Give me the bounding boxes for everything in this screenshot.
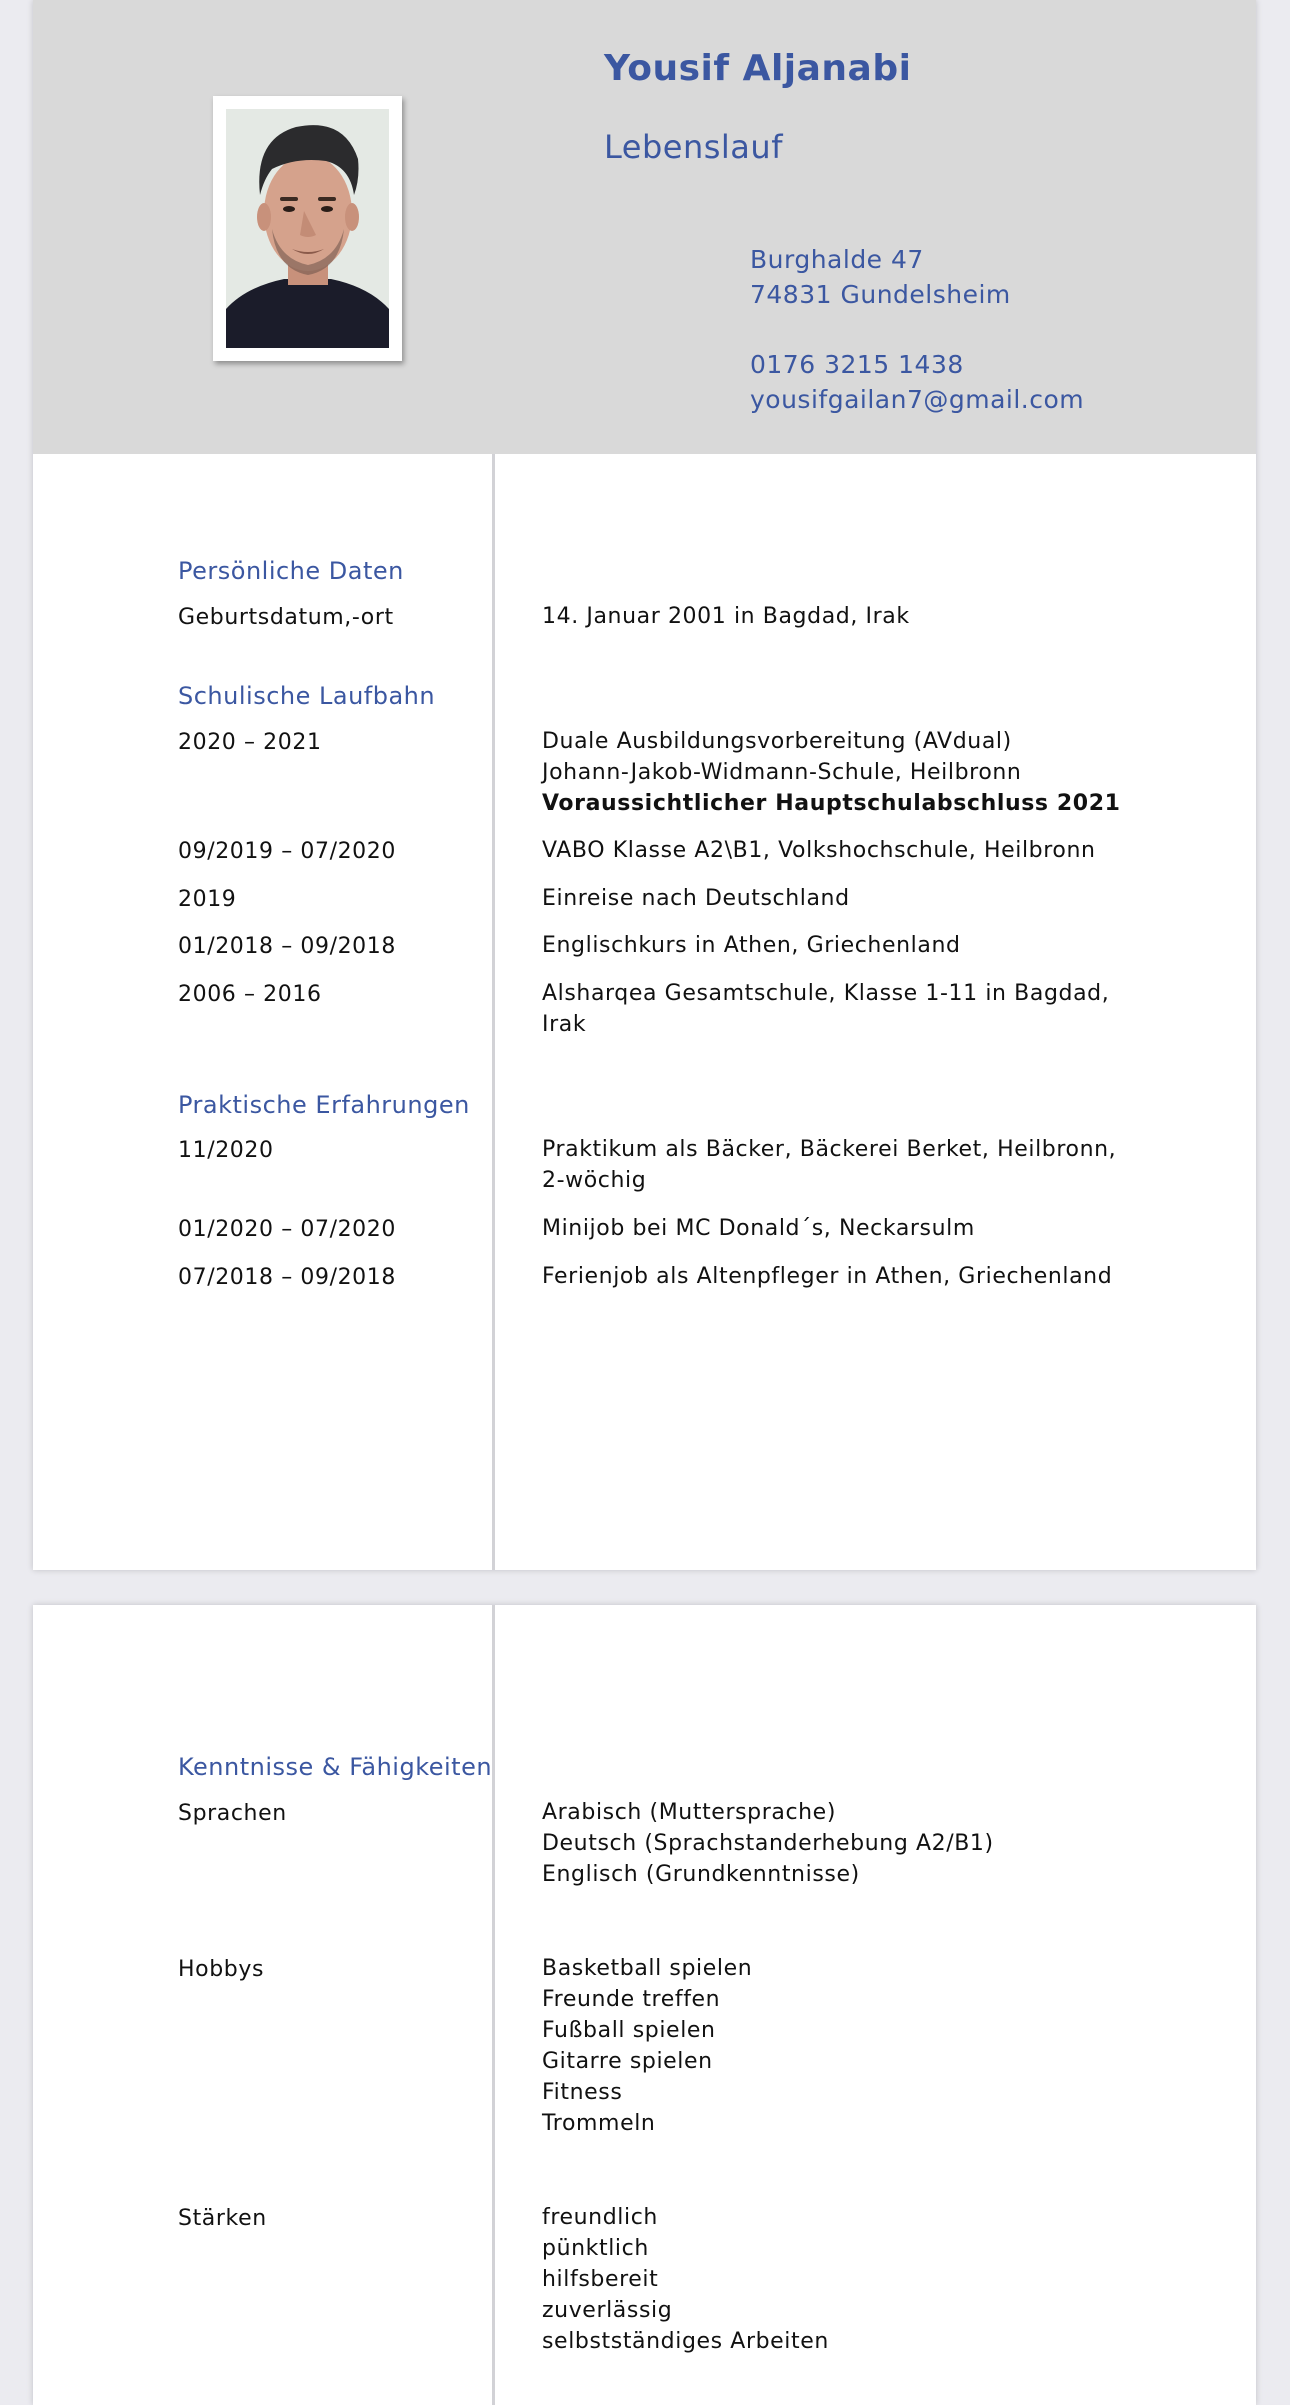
school-line: Duale Ausbildungsvorbereitung (AVdual) <box>542 729 1012 754</box>
list-item: pünktlich <box>542 2236 649 2261</box>
cv-page-2 <box>33 1605 1256 2405</box>
experience-entry <box>542 1213 975 1244</box>
school-line: Johann-Jakob-Widmann-Schule, Heilbronn <box>542 760 1022 785</box>
experience-date: 01/2020 – 07/2020 <box>178 1217 396 1242</box>
school-date: 09/2019 – 07/2020 <box>178 839 396 864</box>
school-line: Alsharqea Gesamtschule, Klasse 1-11 in Bagdad, <box>542 981 1110 1006</box>
portrait-illustration <box>226 109 389 348</box>
birth-value: 14. Januar 2001 in Bagdad, Irak <box>542 604 910 629</box>
profile-photo <box>213 96 402 361</box>
school-date: 01/2018 – 09/2018 <box>178 934 396 959</box>
section-title-skills: Kenntnisse & Fähigkeiten <box>178 1753 493 1781</box>
list-item: zuverlässig <box>542 2298 673 2323</box>
list-item: selbstständiges Arbeiten <box>542 2329 829 2354</box>
school-entry <box>542 835 1096 866</box>
school-date: 2019 <box>178 887 237 912</box>
expected-qualification: Voraussichtlicher Hauptschulabschluss 2021 <box>542 791 1121 816</box>
list-item: Deutsch (Sprachstanderhebung A2/B1) <box>542 1831 994 1856</box>
skills-label-strengths: Stärken <box>178 2206 267 2231</box>
address-city: 74831 Gundelsheim <box>750 280 1011 309</box>
candidate-name: Yousif Aljanabi <box>604 48 912 89</box>
skills-label-hobbies: Hobbys <box>178 1957 265 1982</box>
section-title-experience: Praktische Erfahrungen <box>178 1091 470 1119</box>
school-entry <box>542 930 961 961</box>
school-line: VABO Klasse A2\B1, Volkshochschule, Heilbronn <box>542 838 1096 863</box>
school-line: Irak <box>542 1012 587 1037</box>
experience-date: 07/2018 – 09/2018 <box>178 1265 396 1290</box>
school-line: Englischkurs in Athen, Griechenland <box>542 933 961 958</box>
portrait-image <box>226 109 389 348</box>
document-subtitle: Lebenslauf <box>604 128 783 166</box>
list-item: Gitarre spielen <box>542 2049 713 2074</box>
school-date: 2020 – 2021 <box>178 730 322 755</box>
list-item: Fußball spielen <box>542 2018 716 2043</box>
school-entry <box>542 726 1121 819</box>
school-entry <box>542 978 1109 1040</box>
column-divider <box>492 1605 495 2405</box>
experience-entry <box>542 1134 1116 1196</box>
list-item: Basketball spielen <box>542 1956 753 1981</box>
experience-line: 2-wöchig <box>542 1168 647 1193</box>
skills-list-strengths <box>542 2202 829 2357</box>
list-item: Fitness <box>542 2080 623 2105</box>
cv-page-1 <box>33 0 1256 1570</box>
column-divider <box>492 454 495 1570</box>
experience-line: Ferienjob als Altenpfleger in Athen, Griechenland <box>542 1264 1113 1289</box>
experience-entry <box>542 1261 1112 1292</box>
phone-number: 0176 3215 1438 <box>750 350 964 379</box>
list-item: hilfsbereit <box>542 2267 659 2292</box>
list-item: freundlich <box>542 2205 658 2230</box>
list-item: Trommeln <box>542 2111 656 2136</box>
experience-date: 11/2020 <box>178 1138 274 1163</box>
skills-list-languages <box>542 1797 994 1890</box>
list-item: Arabisch (Muttersprache) <box>542 1800 836 1825</box>
section-title-school: Schulische Laufbahn <box>178 682 436 710</box>
skills-list-hobbies <box>542 1953 752 2139</box>
birth-label: Geburtsdatum,-ort <box>178 605 394 630</box>
address-street: Burghalde 47 <box>750 245 924 274</box>
section-title-personal: Persönliche Daten <box>178 557 404 585</box>
school-line: Einreise nach Deutschland <box>542 886 850 911</box>
experience-line: Minijob bei MC Donald´s, Neckarsulm <box>542 1216 975 1241</box>
list-item: Freunde treffen <box>542 1987 721 2012</box>
school-date: 2006 – 2016 <box>178 982 322 1007</box>
cv-header <box>33 0 1256 454</box>
school-entry <box>542 883 850 914</box>
email-address: yousifgailan7@gmail.com <box>750 385 1085 414</box>
experience-line: Praktikum als Bäcker, Bäckerei Berket, Heilbronn, <box>542 1137 1117 1162</box>
list-item: Englisch (Grundkenntnisse) <box>542 1862 860 1887</box>
skills-label-languages: Sprachen <box>178 1801 287 1826</box>
